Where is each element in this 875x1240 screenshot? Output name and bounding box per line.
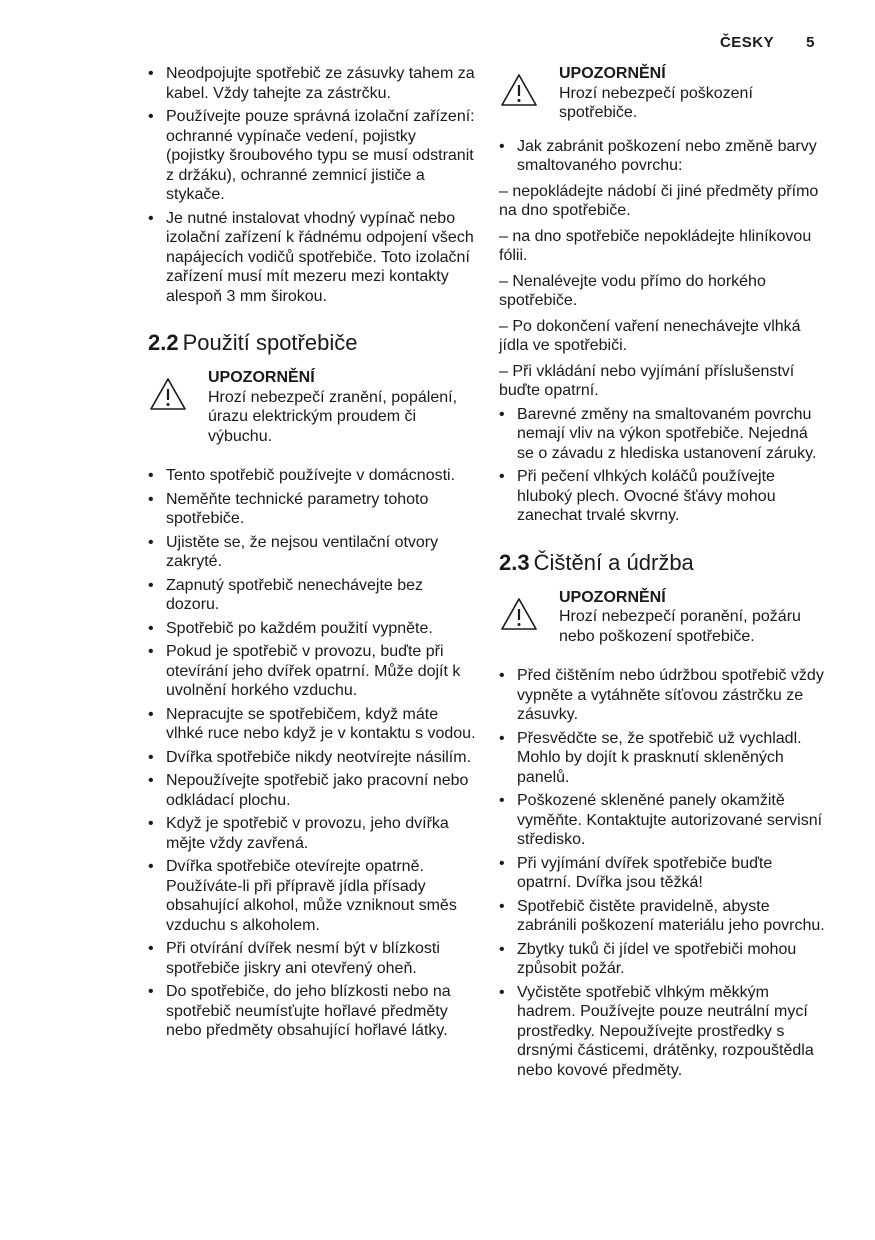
section-heading: Použití spotřebiče <box>182 330 358 355</box>
dash-item: – na dno spotřebiče nepokládejte hliníkovou fólii. <box>499 227 812 264</box>
warning-triangle-icon <box>499 64 541 114</box>
list-item: • Používejte pouze správná izolační zařízení: ochranné vypínače vedení, pojistky (pojistky šroubového typu se musí odstranit z držáku), ochranné zemnicí jističe a stykače. <box>148 107 478 205</box>
list-item: • Neodpojujte spotřebič ze zásuvky tahem za kabel. Vždy tahejte za zástrčku. <box>148 64 478 103</box>
list-item: • Vyčistěte spotřebič vlhkým měkkým hadrem. Používejte pouze neutrální mycí prostředky. Nepoužívejte prostředky s drsnými částicemi, drátěnky, rozpouštědla nebo kovové předměty. <box>499 983 829 1081</box>
list-item: • Neměňte technické parametry tohoto spotřebiče. <box>148 490 478 529</box>
header-language: ČESKY <box>719 34 775 51</box>
list-item: • Je nutné instalovat vhodný vypínač nebo izolační zařízení k řádnému odpojení všech napájecích vodičů spotřebiče. Toto izolační zařízení musí mít mezeru mezi kontakty alespoň 3 mm širokou. <box>148 209 478 307</box>
list-item: • Poškozené skleněné panely okamžitě vyměňte. Kontaktujte autorizované servisní středisko. <box>499 791 829 850</box>
cleaning-list <box>499 666 829 1080</box>
list-item: • Přesvědčte se, že spotřebič už vychladl. Mohlo by dojít k prasknutí skleněných panelů. <box>499 729 829 788</box>
left-top-list <box>148 64 478 306</box>
list-item: • Dvířka spotřebiče nikdy neotvírejte násilím. <box>148 748 478 768</box>
left-usage-list <box>148 466 478 1041</box>
right-column <box>499 64 829 1084</box>
section-heading: Čištění a údržba <box>533 549 694 575</box>
warning-text: Hrozí nebezpečí zranění, popálení, úrazu elektrickým proudem či výbuchu. <box>208 388 458 445</box>
section-number: 2.2 <box>148 330 179 355</box>
warning-box <box>148 368 478 446</box>
dash-item: – Po dokončení vaření nenechávejte vlhká jídla ve spotřebiči. <box>499 317 801 354</box>
section-number: 2.3 <box>499 549 530 575</box>
list-item: • Při otvírání dvířek nesmí být v blízkosti spotřebiče jiskry ani otevřený oheň. <box>148 939 478 978</box>
list-item: • Tento spotřebič používejte v domácnosti. <box>148 466 478 486</box>
enamel-list <box>499 137 829 526</box>
left-column <box>148 64 478 1045</box>
section-title-2-2 <box>148 330 478 356</box>
list-item: • Spotřebič po každém použití vypněte. <box>148 619 478 639</box>
list-item: • Dvířka spotřebiče otevírejte opatrně. Používáte-li při přípravě jídla přísady obsahující alkohol, může vzniknout směs vzduchu s alkoholem. <box>148 857 478 935</box>
dash-item: – nepokládejte nádobí či jiné předměty přímo na dno spotřebiče. <box>499 182 819 219</box>
list-item: • Když je spotřebič v provozu, jeho dvířka mějte vždy zavřená. <box>148 814 478 853</box>
list-item: • Nepoužívejte spotřebič jako pracovní nebo odkládací plochu. <box>148 771 478 810</box>
list-item: • Barevné změny na smaltovaném povrchu nemají vliv na výkon spotřebiče. Nejedná se o závadu z hlediska ustanovení záruky. <box>499 405 829 464</box>
list-item: • Zbytky tuků či jídel ve spotřebiči mohou způsobit požár. <box>499 940 829 979</box>
warning-title: UPOZORNĚNÍ <box>559 588 666 606</box>
list-item: • Zapnutý spotřebič nenechávejte bez dozoru. <box>148 576 478 615</box>
warning-text: Hrozí nebezpečí poškození spotřebiče. <box>559 84 753 121</box>
warning-title: UPOZORNĚNÍ <box>559 65 666 82</box>
dash-item: – Nenalévejte vodu přímo do horkého spotřebiče. <box>499 272 766 309</box>
list-item: • Před čištěním nebo údržbou spotřebič vždy vypněte a vytáhněte síťovou zástrčku ze zásuvky. <box>499 666 829 725</box>
section-title-2-3 <box>499 550 829 576</box>
list-item: • Při vyjímání dvířek spotřebiče buďte opatrní. Dvířka jsou těžká! <box>499 854 829 893</box>
list-item <box>499 137 829 401</box>
page-header <box>720 34 815 51</box>
list-item: • Ujistěte se, že nejsou ventilační otvory zakryté. <box>148 533 478 572</box>
dash-item: – Při vkládání nebo vyjímání příslušenství buďte opatrní. <box>499 362 795 399</box>
enamel-intro: • Jak zabránit poškození nebo změně barvy smaltovaného povrchu: <box>517 137 817 174</box>
warning-triangle-icon <box>148 368 190 418</box>
page-number: 5 <box>806 34 815 51</box>
list-item: • Pokud je spotřebič v provozu, buďte při otevírání jeho dvířek opatrní. Může dojít k uvolnění horkého vzduchu. <box>148 642 478 701</box>
list-item: • Nepracujte se spotřebičem, když máte vlhké ruce nebo když je v kontaktu s vodou. <box>148 705 478 744</box>
warning-box <box>499 588 829 647</box>
warning-triangle-icon <box>499 588 541 638</box>
list-item: • Do spotřebiče, do jeho blízkosti nebo na spotřebič neumísťujte hořlavé předměty nebo předměty obsahující hořlavé látky. <box>148 982 478 1041</box>
warning-title: UPOZORNĚNÍ <box>208 369 315 386</box>
warning-text: Hrozí nebezpečí poranění, požáru nebo poškození spotřebiče. <box>559 608 801 645</box>
list-item: • Spotřebič čistěte pravidelně, abyste zabránili poškození materiálu jeho povrchu. <box>499 897 829 936</box>
list-item: • Při pečení vlhkých koláčů používejte hluboký plech. Ovocné šťávy mohou zanechat trvalé skvrny. <box>499 467 829 526</box>
warning-box <box>499 64 829 123</box>
